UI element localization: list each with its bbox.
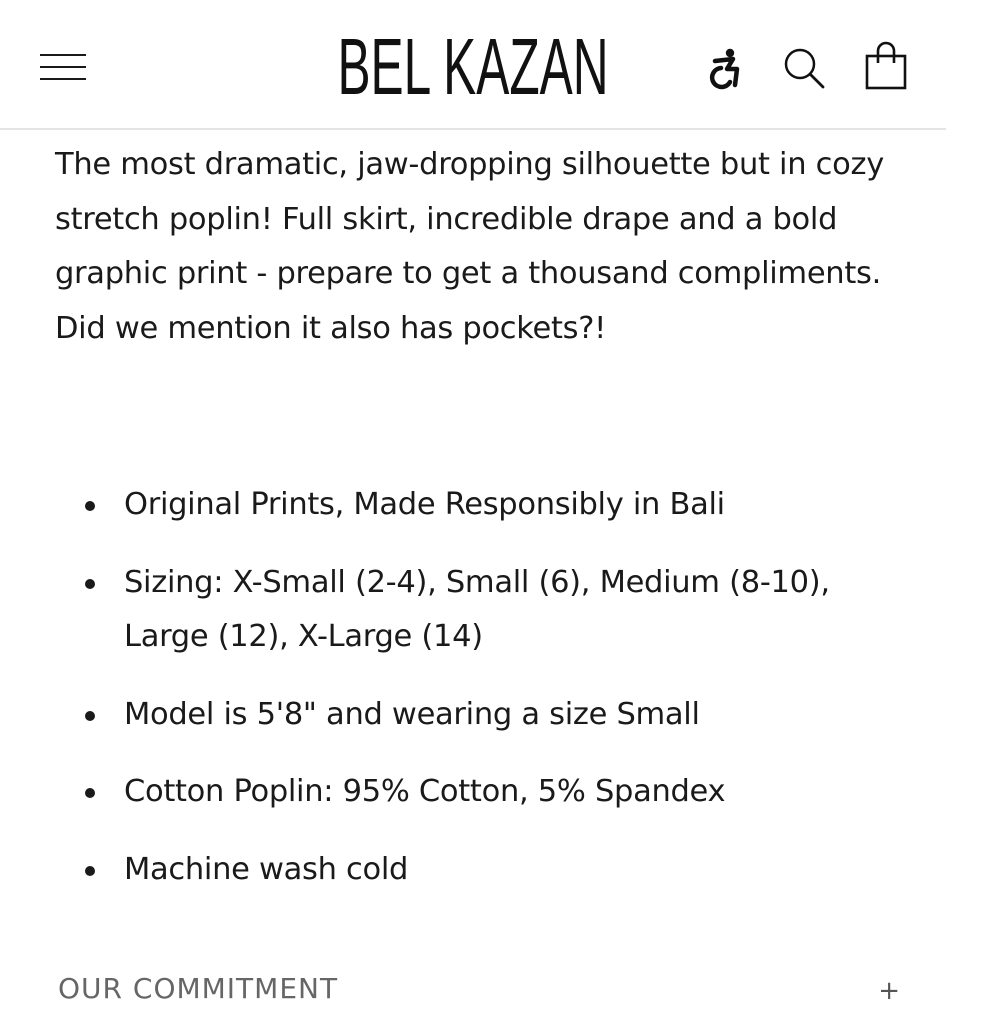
brand-logo[interactable]: BEL KAZAN [337,22,609,111]
product-details [55,138,905,887]
menu-line [40,66,86,68]
product-description: The most dramatic, jaw-dropping silhouette but in cozy stretch poplin! Full skirt, incredible drape and a bold graphic print - prepare to get a thousand compliments. Did we mention it also has pockets?! [55,147,884,346]
menu-button[interactable] [38,48,90,86]
list-item: Original Prints, Made Responsibly in Bali [55,478,905,533]
list-item: Model is 5'8" and wearing a size Small [55,688,905,743]
list-item: Cotton Poplin: 95% Cotton, 5% Spandex [55,765,905,820]
list-item: Machine wash cold [55,843,905,898]
feature-list [55,478,905,920]
list-item: Sizing: X-Small (2-4), Small (6), Medium (8-10), Large (12), X-Large (14) [55,556,905,665]
accessibility-icon[interactable] [706,48,746,90]
site-header [0,0,946,130]
our-commitment-accordion[interactable] [58,972,900,1012]
search-icon[interactable] [780,44,828,92]
menu-line [40,78,86,80]
accordion-title: OUR COMMITMENT [58,972,339,1005]
shopping-bag-icon[interactable] [860,38,912,92]
menu-line [40,54,86,56]
plus-icon[interactable]: + [878,976,900,1006]
